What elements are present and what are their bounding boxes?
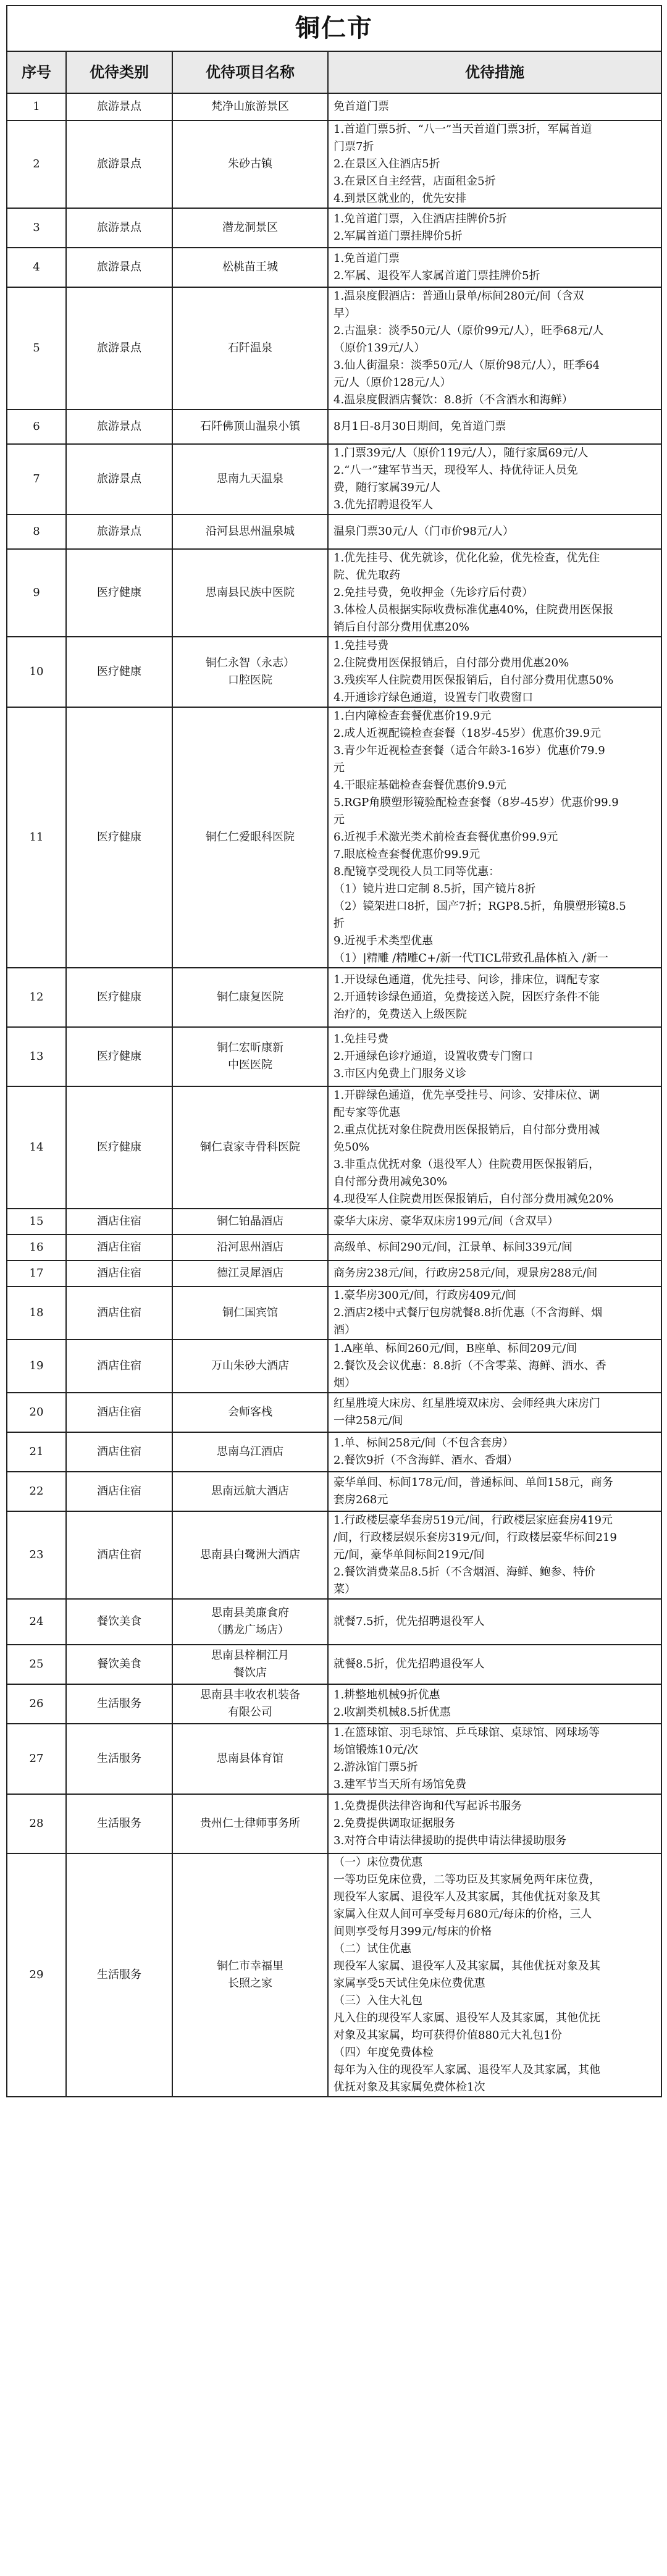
- row-index: 29: [7, 1853, 66, 2097]
- row-measures: [328, 1086, 661, 1209]
- row-project-name: 铜仁铂晶酒店: [172, 1209, 328, 1235]
- row-index: 8: [7, 514, 66, 549]
- row-measures: [328, 248, 661, 287]
- measure-line: 8.配镜享受现役人员工同等优惠：: [334, 865, 500, 878]
- row-measures: [328, 1209, 661, 1235]
- table-row: [7, 248, 661, 287]
- measure-line: 2.免费提供调取证据服务: [334, 1817, 456, 1830]
- measure-line: 2.古温泉：淡季50元/人（原价99元/人），旺季68元/人: [334, 324, 604, 337]
- measure-line: 3.市区内免费上门服务义诊: [334, 1067, 467, 1080]
- table-row: [7, 1853, 661, 2097]
- measure-line: 2.酒店2楼中式餐厅包房就餐8.8折优惠（不含海鲜、烟: [334, 1306, 603, 1319]
- measure-line: 3.优先招聘退役军人: [334, 498, 434, 511]
- measure-line: 2.军属、退役军人家属首道门票挂牌价5折: [334, 269, 540, 282]
- row-index: 19: [7, 1340, 66, 1393]
- measure-line: 2.军属首道门票挂牌价5折: [334, 230, 463, 243]
- row-project-name: 沿河县思州温泉城: [172, 514, 328, 549]
- row-project-name: 思南县体育馆: [172, 1724, 328, 1794]
- row-index: 27: [7, 1724, 66, 1794]
- header-category: 优待类别: [66, 51, 172, 93]
- measure-line: 2.游泳馆门票5折: [334, 1761, 418, 1774]
- row-index: 16: [7, 1235, 66, 1261]
- row-project-name: 思南九天温泉: [172, 444, 328, 514]
- measure-line: 2.住院费用医保报销后，自付部分费用优惠20%: [334, 657, 569, 669]
- row-category: 餐饮美食: [66, 1599, 172, 1645]
- row-index: 14: [7, 1086, 66, 1209]
- table-row: [7, 120, 661, 208]
- measure-line: （四）年度免费体检: [334, 2046, 434, 2059]
- row-index: 28: [7, 1794, 66, 1853]
- measure-line: 就餐8.5折，优先招聘退役军人: [334, 1658, 485, 1671]
- measure-line: 菜）: [334, 1583, 356, 1596]
- table-row: [7, 444, 661, 514]
- row-category: 旅游景点: [66, 409, 172, 444]
- row-measures: [328, 1794, 661, 1853]
- measure-line: 温泉门票30元/人（门市价98元/人）: [334, 525, 514, 538]
- header-index: 序号: [7, 51, 66, 93]
- measure-line: 凡入住的现役军人家属、退役军人及其家属，其他优抚: [334, 2012, 600, 2024]
- measure-line: 2.餐饮9折（不含海鲜、酒水、香烟）: [334, 1454, 518, 1467]
- measure-line: 2.餐饮消费菜品8.5折（不含烟酒、海鲜、鲍参、特价: [334, 1566, 595, 1579]
- measure-line: 就餐7.5折，优先招聘退役军人: [334, 1615, 485, 1628]
- row-index: 26: [7, 1684, 66, 1724]
- table-header-row: [7, 51, 661, 93]
- row-index: 24: [7, 1599, 66, 1645]
- measure-line: 2.“八一”建军节当天，现役军人、持优待证人员免: [334, 464, 578, 477]
- row-measures: [328, 968, 661, 1027]
- measure-line: 间则享受每月399元/每床的价格: [334, 1925, 492, 1938]
- document-page: [6, 5, 661, 2097]
- row-measures: [328, 1599, 661, 1645]
- measure-line: 3.仙人街温泉：淡季50元/人（原价98元/人），旺季64: [334, 359, 600, 372]
- row-project-name: 铜仁袁家寺骨科医院: [172, 1086, 328, 1209]
- row-index: 3: [7, 208, 66, 248]
- measure-line: 酒）: [334, 1324, 356, 1336]
- table-row: [7, 93, 661, 120]
- measure-line: 3.非重点优抚对象（退役军人）住院费用医保报销后，: [334, 1158, 600, 1171]
- table-row: [7, 549, 661, 637]
- measure-line: 费，随行家属39元/人: [334, 481, 440, 494]
- row-project-name: 松桃苗王城: [172, 248, 328, 287]
- measure-line: （原价139元/人）: [334, 342, 426, 355]
- row-project-name: 潜龙洞景区: [172, 208, 328, 248]
- row-measures: [328, 1393, 661, 1432]
- measure-line: 7.眼底检查套餐优惠价99.9元: [334, 848, 480, 861]
- row-index: 7: [7, 444, 66, 514]
- measure-line: 每年为入住的现役军人家属、退役军人及其家属，其他: [334, 2063, 600, 2076]
- measure-line: 早）: [334, 307, 356, 320]
- table-row: [7, 514, 661, 549]
- row-measures: [328, 1432, 661, 1472]
- row-category: 酒店住宿: [66, 1511, 172, 1599]
- table-row: [7, 1432, 661, 1472]
- row-measures: [328, 1286, 661, 1340]
- row-index: 21: [7, 1432, 66, 1472]
- measure-line: 3.建军节当天所有场馆免费: [334, 1778, 467, 1791]
- row-category: 医疗健康: [66, 707, 172, 968]
- row-category: 医疗健康: [66, 1086, 172, 1209]
- row-category: 医疗健康: [66, 549, 172, 637]
- measure-line: 4.现役军人住院费用医保报销后，自付部分费用减免20%: [334, 1193, 614, 1206]
- row-measures: [328, 1511, 661, 1599]
- row-category: 医疗健康: [66, 1027, 172, 1086]
- row-measures: [328, 1235, 661, 1261]
- measure-line: 1.免首道门票，入住酒店挂牌价5折: [334, 212, 507, 225]
- row-category: 酒店住宿: [66, 1340, 172, 1393]
- row-index: 22: [7, 1472, 66, 1511]
- table-row: [7, 707, 661, 968]
- measure-line: 6.近视手术激光类术前检查套餐优惠价99.9元: [334, 831, 558, 844]
- row-project-name: 思南县民族中医院: [172, 549, 328, 637]
- table-row: [7, 1286, 661, 1340]
- row-category: 医疗健康: [66, 637, 172, 707]
- measure-line: 1.门票39元/人（原价119元/人），随行家属69元/人: [334, 447, 589, 459]
- table-row: [7, 1794, 661, 1853]
- table-row: [7, 1027, 661, 1086]
- row-index: 17: [7, 1261, 66, 1286]
- row-category: 旅游景点: [66, 444, 172, 514]
- row-category: 旅游景点: [66, 120, 172, 208]
- benefits-table: [6, 5, 662, 2097]
- row-project-name: 石阡佛顶山温泉小镇: [172, 409, 328, 444]
- row-category: 酒店住宿: [66, 1393, 172, 1432]
- table-row: [7, 1472, 661, 1511]
- measure-line: 8月1日-8月30日期间，免首道门票: [334, 420, 506, 433]
- measure-line: 豪华大床房、豪华双床房199元/间（含双早）: [334, 1215, 559, 1228]
- row-project-name: 铜仁永智（永志） 口腔医院: [172, 637, 328, 707]
- measure-line: 1.开辟绿色通道，优先享受挂号、问诊、安排床位、调: [334, 1089, 600, 1102]
- measure-line: /间，行政楼层娱乐套房319元/间，行政楼层豪华标间219: [334, 1531, 617, 1544]
- measure-line: 红星胜境大床房、红星胜境双床房、会师经典大床房门: [334, 1397, 600, 1410]
- measure-line: 现役军人家属、退役军人及其家属，其他优抚对象及其: [334, 1890, 600, 1903]
- measure-line: 1.A座单、标间260元/间，B座单、标间209元/间: [334, 1342, 577, 1355]
- row-index: 15: [7, 1209, 66, 1235]
- row-index: 5: [7, 287, 66, 409]
- measure-line: 一律258元/间: [334, 1414, 403, 1427]
- measure-line: 1.免费提供法律咨询和代写起诉书服务: [334, 1800, 522, 1813]
- measure-line: 1.行政楼层豪华套房519元/间，行政楼层家庭套房419元: [334, 1514, 613, 1527]
- measure-line: 自付部分费用减免30%: [334, 1175, 448, 1188]
- row-index: 20: [7, 1393, 66, 1432]
- table-row: [7, 1209, 661, 1235]
- table-row: [7, 409, 661, 444]
- measure-line: 1.免挂号费: [334, 639, 389, 652]
- row-project-name: 朱砂古镇: [172, 120, 328, 208]
- measure-line: 院、优先取药: [334, 569, 400, 582]
- row-project-name: 会师客栈: [172, 1393, 328, 1432]
- row-project-name: 思南县白鹭洲大酒店: [172, 1511, 328, 1599]
- row-category: 酒店住宿: [66, 1235, 172, 1261]
- row-category: 生活服务: [66, 1853, 172, 2097]
- row-project-name: 铜仁市幸福里 长照之家: [172, 1853, 328, 2097]
- measure-line: 2.开通转诊绿色通道，免费接送入院，因医疗条件不能: [334, 991, 600, 1004]
- measure-line: 1.在篮球馆、羽毛球馆、乒乓球馆、桌球馆、网球场等: [334, 1726, 600, 1739]
- row-measures: [328, 444, 661, 514]
- measure-line: 现役军人家属、退役军人及其家属，其他优抚对象及其: [334, 1960, 600, 1973]
- row-measures: [328, 1340, 661, 1393]
- measure-line: 烟）: [334, 1377, 356, 1390]
- row-project-name: 铜仁宏昕康新 中医医院: [172, 1027, 328, 1086]
- measure-line: 配专家等优惠: [334, 1106, 400, 1119]
- measure-line: 商务房238元/间，行政房258元/间，观景房288元/间: [334, 1267, 598, 1280]
- row-project-name: 万山朱砂大酒店: [172, 1340, 328, 1393]
- row-measures: [328, 120, 661, 208]
- measure-line: 折: [334, 917, 345, 930]
- row-index: 1: [7, 93, 66, 120]
- row-project-name: 贵州仁士律师事务所: [172, 1794, 328, 1853]
- row-measures: [328, 1853, 661, 2097]
- row-project-name: 铜仁仁爱眼科医院: [172, 707, 328, 968]
- measure-line: 5.RGP角膜塑形镜验配检查套餐（8岁-45岁）优惠价99.9: [334, 796, 619, 809]
- measure-line: 3.青少年近视检查套餐（适合年龄3-16岁）优惠价79.9: [334, 744, 605, 757]
- row-measures: [328, 707, 661, 968]
- measure-line: 免首道门票: [334, 100, 389, 113]
- measure-line: 1.耕整地机械9折优惠: [334, 1689, 440, 1701]
- row-project-name: 梵净山旅游景区: [172, 93, 328, 120]
- measure-line: （二）试住优惠: [334, 1942, 411, 1955]
- row-category: 旅游景点: [66, 248, 172, 287]
- measure-line: 9.近视手术类型优惠: [334, 934, 434, 947]
- row-project-name: 思南县丰收农机装备 有限公司: [172, 1684, 328, 1724]
- row-project-name: 铜仁康复医院: [172, 968, 328, 1027]
- measure-line: 免50%: [334, 1141, 370, 1154]
- row-measures: [328, 208, 661, 248]
- measure-line: 1.单、标间258元/间（不包含套房）: [334, 1437, 514, 1450]
- row-measures: [328, 514, 661, 549]
- measure-line: 4.开通诊疗绿色通道，设置专门收费窗口: [334, 691, 534, 704]
- row-index: 9: [7, 549, 66, 637]
- row-category: 旅游景点: [66, 514, 172, 549]
- measure-line: 优抚对象及其家属免费体检1次: [334, 2081, 485, 2094]
- row-category: 旅游景点: [66, 208, 172, 248]
- row-index: 23: [7, 1511, 66, 1599]
- measure-line: 4.到景区就业的，优先安排: [334, 192, 467, 205]
- measure-line: 一等功臣免床位费，二等功臣及其家属免两年床位费，: [334, 1873, 600, 1886]
- table-row: [7, 1645, 661, 1684]
- row-index: 2: [7, 120, 66, 208]
- row-index: 25: [7, 1645, 66, 1684]
- measure-line: 1.开设绿色通道，优先挂号、问诊，排床位，调配专家: [334, 973, 600, 986]
- row-measures: [328, 1261, 661, 1286]
- row-measures: [328, 93, 661, 120]
- row-project-name: 思南县美廉食府 （鹏龙广场店）: [172, 1599, 328, 1645]
- measure-line: （2）镜架进口8折，国产7折；RGP8.5折，角膜塑形镜8.5: [334, 900, 626, 913]
- row-measures: [328, 637, 661, 707]
- row-measures: [328, 287, 661, 409]
- row-category: 酒店住宿: [66, 1432, 172, 1472]
- row-index: 4: [7, 248, 66, 287]
- row-category: 旅游景点: [66, 287, 172, 409]
- table-row: [7, 1086, 661, 1209]
- measure-line: 元/人（原价128元/人）: [334, 376, 451, 389]
- measure-line: 1.首道门票5折、“八一”当天首道门票3折，军属首道: [334, 123, 592, 136]
- table-row: [7, 1235, 661, 1261]
- measure-line: 元: [334, 813, 345, 826]
- row-index: 18: [7, 1286, 66, 1340]
- measure-line: 2.重点优抚对象住院费用医保报销后，自付部分费用减: [334, 1123, 600, 1136]
- row-category: 生活服务: [66, 1794, 172, 1853]
- page-title: 铜仁市: [7, 6, 661, 51]
- row-index: 12: [7, 968, 66, 1027]
- measure-line: 2.开通绿色诊疗通道，设置收费专门窗口: [334, 1050, 534, 1063]
- measure-line: 元: [334, 761, 345, 774]
- measure-line: 1.豪华房300元/间，行政房409元/间: [334, 1289, 517, 1302]
- measure-line: 套房268元: [334, 1493, 388, 1506]
- measure-line: 2.餐饮及会议优惠：8.8折（不含零菜、海鲜、酒水、香: [334, 1359, 606, 1372]
- measure-line: 门票7折: [334, 140, 374, 153]
- table-row: [7, 1393, 661, 1432]
- row-measures: [328, 1645, 661, 1684]
- measure-line: 4.温泉度假酒店餐饮：8.8折（不含酒水和海鲜）: [334, 393, 573, 406]
- measure-line: 对象及其家属，均可获得价值880元大礼包1份: [334, 2029, 562, 2042]
- row-measures: [328, 1472, 661, 1511]
- measure-line: 2.成人近视配镜检查套餐（18岁-45岁）优惠价39.9元: [334, 727, 602, 740]
- row-project-name: 思南县梓桐江月 餐饮店: [172, 1645, 328, 1684]
- measure-line: 3.在景区自主经营，店面租金5折: [334, 175, 496, 188]
- measure-line: 3.体检人员根据实际收费标准优惠40%，住院费用医保报: [334, 603, 614, 616]
- row-category: 酒店住宿: [66, 1286, 172, 1340]
- measure-line: 2.在景区入住酒店5折: [334, 157, 440, 170]
- table-row: [7, 637, 661, 707]
- measure-line: 3.残疾军人住院费用医保报销后，自付部分费用优惠50%: [334, 674, 614, 687]
- table-row: [7, 1684, 661, 1724]
- table-row: [7, 1340, 661, 1393]
- row-measures: [328, 409, 661, 444]
- measure-line: 元/间，豪华单间标间219元/间: [334, 1548, 485, 1561]
- table-row: [7, 968, 661, 1027]
- row-category: 酒店住宿: [66, 1261, 172, 1286]
- measure-line: 销后自付部分费用优惠20%: [334, 621, 470, 634]
- row-index: 13: [7, 1027, 66, 1086]
- row-category: 酒店住宿: [66, 1209, 172, 1235]
- measure-line: 高级单、标间290元/间，江景单、标间339元/间: [334, 1241, 573, 1254]
- row-measures: [328, 1027, 661, 1086]
- measure-line: 1.优先挂号、优先就诊，优化化验，优先检查，优先住: [334, 552, 600, 564]
- measure-line: 家属享受5天试住免床位费优惠: [334, 1977, 485, 1990]
- row-project-name: 思南乌江酒店: [172, 1432, 328, 1472]
- table-body: [7, 93, 661, 2097]
- table-row: [7, 1511, 661, 1599]
- measure-line: （三）入住大礼包: [334, 1994, 422, 2007]
- row-project-name: 铜仁国宾馆: [172, 1286, 328, 1340]
- row-index: 6: [7, 409, 66, 444]
- row-project-name: 思南远航大酒店: [172, 1472, 328, 1511]
- row-project-name: 石阡温泉: [172, 287, 328, 409]
- table-row: [7, 1724, 661, 1794]
- row-measures: [328, 1724, 661, 1794]
- table-row: [7, 208, 661, 248]
- header-project-name: 优待项目名称: [172, 51, 328, 93]
- table-row: [7, 1261, 661, 1286]
- measure-line: 家属入住双人间可享受每月680元/每床的价格，三人: [334, 1908, 592, 1921]
- row-project-name: 沿河思州酒店: [172, 1235, 328, 1261]
- row-measures: [328, 1684, 661, 1724]
- table-row: [7, 1599, 661, 1645]
- measure-line: 场馆锻炼10元/次: [334, 1743, 418, 1756]
- measure-line: 1.免首道门票: [334, 252, 400, 265]
- measure-line: 4.干眼症基础检查套餐优惠价9.9元: [334, 779, 506, 792]
- measure-line: 3.对符合申请法律援助的提供申请法律援助服务: [334, 1834, 567, 1847]
- measure-line: 治疗的，免费送入上级医院: [334, 1008, 467, 1021]
- measure-line: （1）镜片进口定制 8.5折，国产镜片8折: [334, 883, 536, 896]
- measure-line: 2.收割类机械8.5折优惠: [334, 1706, 451, 1719]
- row-category: 餐饮美食: [66, 1645, 172, 1684]
- row-category: 旅游景点: [66, 93, 172, 120]
- measure-line: （一）床位费优惠: [334, 1856, 422, 1869]
- row-category: 医疗健康: [66, 968, 172, 1027]
- row-category: 生活服务: [66, 1724, 172, 1794]
- row-measures: [328, 549, 661, 637]
- measure-line: 豪华单间、标间178元/间，普通标间、单间158元，商务: [334, 1476, 613, 1489]
- row-index: 10: [7, 637, 66, 707]
- measure-line: 1.免挂号费: [334, 1033, 389, 1046]
- measure-line: （1）|精雕 /精雕C+/新一代TICL带致孔晶体植入 /新一: [334, 952, 608, 965]
- row-category: 生活服务: [66, 1684, 172, 1724]
- row-category: 酒店住宿: [66, 1472, 172, 1511]
- table-row: [7, 287, 661, 409]
- header-measures: 优待措施: [328, 51, 661, 93]
- measure-line: 1.白内障检查套餐优惠价19.9元: [334, 710, 492, 723]
- row-index: 11: [7, 707, 66, 968]
- measure-line: 1.温泉度假酒店：普通山景单/标间280元/间（含双: [334, 290, 584, 303]
- measure-line: 2.免挂号费，免收押金（先诊疗后付费）: [334, 586, 534, 599]
- row-project-name: 德江灵犀酒店: [172, 1261, 328, 1286]
